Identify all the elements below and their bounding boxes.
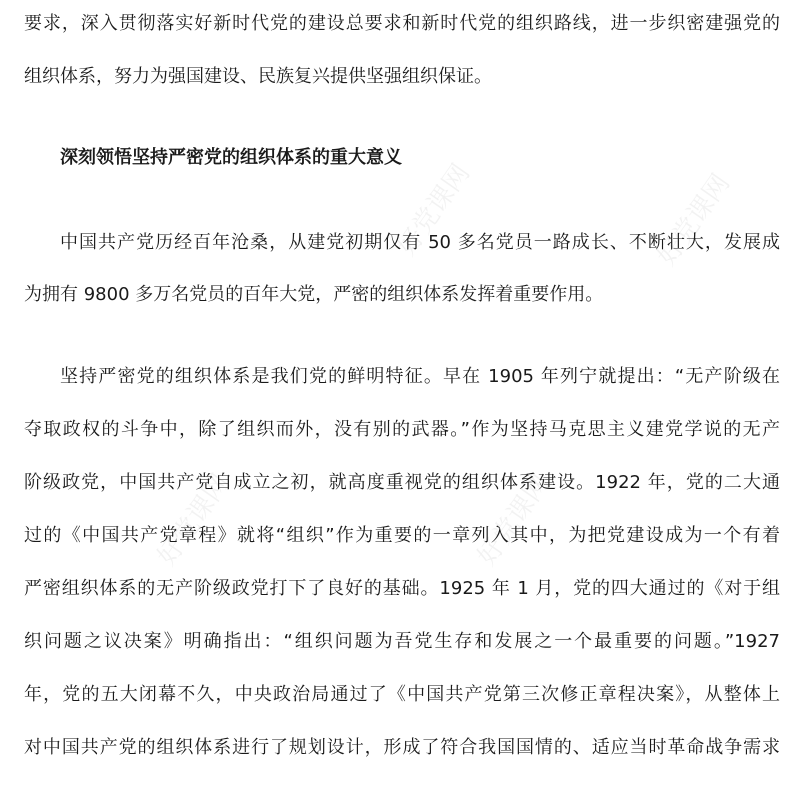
text-line: 严密组织体系的无产阶级政党打下了良好的基础。1925 年 1 月，党的四大通过的《对于组 <box>24 578 780 599</box>
text-line: 年，党的五大闭幕不久，中央政治局通过了《中国共产党第三次修正章程决案》，从整体上 <box>24 684 780 705</box>
section-heading: 深刻领悟坚持严密党的组织体系的重大意义 <box>60 147 402 168</box>
text-line: 对中国共产党的组织体系进行了规划设计，形成了符合我国国情的、适应当时革命战争需求 <box>24 737 780 758</box>
text-line: 坚持严密党的组织体系是我们党的鲜明特征。早在 1905 年列宁就提出：“无产阶级在 <box>60 366 780 387</box>
text-line: 织问题之议决案》明确指出：“组织问题为吾党生存和发展之一个最重要的问题。”1927 <box>24 631 780 652</box>
watermark: 好党课网 <box>391 158 477 262</box>
text-line: 要求，深入贯彻落实好新时代党的建设总要求和新时代党的组织路线，进一步织密建强党的 <box>24 13 780 34</box>
text-line: 中国共产党历经百年沧桑，从建党初期仅有 50 多名党员一路成长、不断壮大，发展成 <box>60 232 780 253</box>
text-line: 阶级政党，中国共产党自成立之初，就高度重视党的组织体系建设。1922 年，党的二大通 <box>24 472 780 493</box>
text-line: 为拥有 9800 多万名党员的百年大党，严密的组织体系发挥着重要作用。 <box>24 284 604 305</box>
text-line: 组织体系，努力为强国建设、民族复兴提供坚强组织保证。 <box>24 66 492 87</box>
text-line: 过的《中国共产党章程》就将“组织”作为重要的一章列入其中，为把党建设成为一个有着 <box>24 525 780 546</box>
watermark: 好党课网 <box>471 468 557 572</box>
text-line: 夺取政权的斗争中，除了组织而外，没有别的武器。”作为坚持马克思主义建党学说的无产 <box>24 419 780 440</box>
watermark: 好党课网 <box>651 168 737 272</box>
watermark: 好党课网 <box>151 468 237 572</box>
